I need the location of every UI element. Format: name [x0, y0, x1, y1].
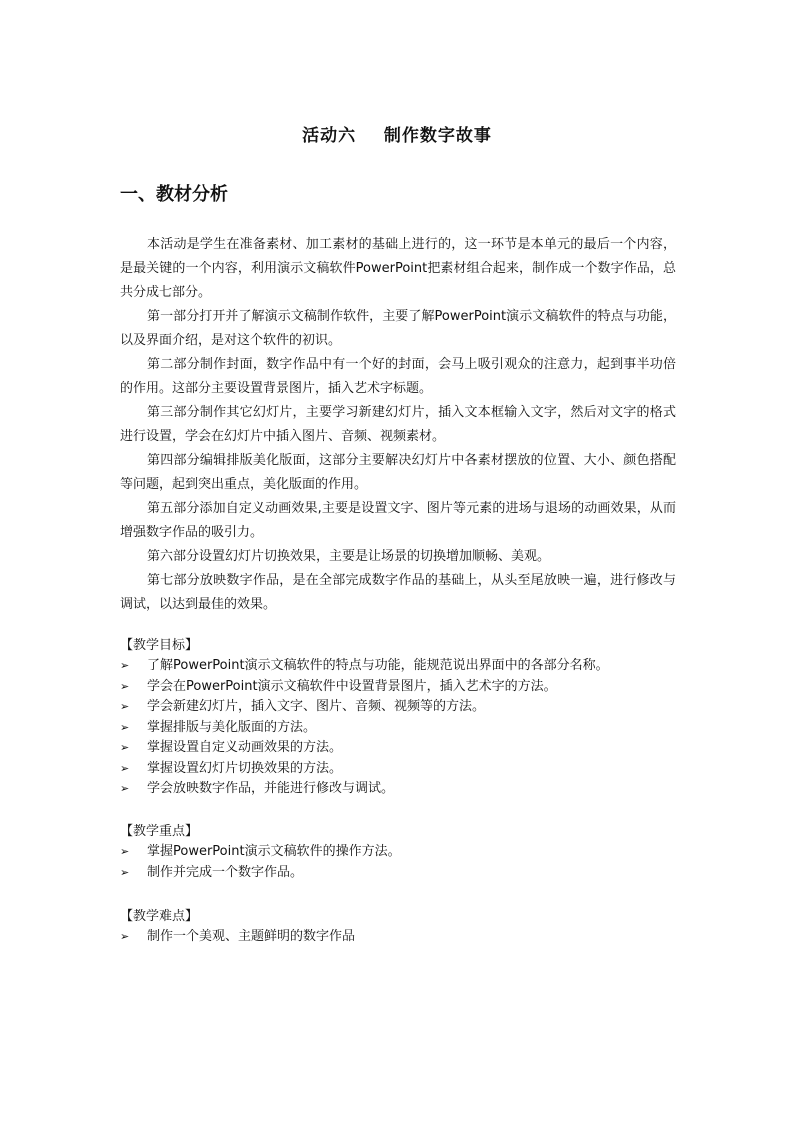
analysis-body	[120, 233, 676, 617]
list-item-text: 掌握PowerPoint演示文稿软件的操作方法。	[147, 844, 401, 859]
list-item	[120, 738, 690, 759]
goals-list	[120, 656, 690, 800]
paragraph: 第五部分添加自定义动画效果,主要是设置文字、图片等元素的进场与退场的动画效果，从而增强数字作品的吸引力。	[120, 501, 676, 540]
teaching-difficulties	[120, 907, 690, 948]
arrow-bullet-icon: ➢	[120, 700, 130, 713]
teaching-key-points	[120, 822, 690, 883]
teaching-goals	[120, 636, 690, 800]
list-item	[120, 677, 690, 698]
list-item	[120, 863, 690, 884]
list-item-text: 掌握排版与美化版面的方法。	[147, 719, 317, 735]
arrow-bullet-icon: ➢	[120, 720, 130, 734]
list-item-text: 学会在PowerPoint演示文稿软件中设置背景图片，插入艺术字的方法。	[147, 678, 557, 694]
difficulties-list	[120, 927, 690, 948]
list-item	[120, 779, 690, 800]
arrow-bullet-icon: ➢	[120, 865, 130, 879]
list-item	[120, 842, 690, 863]
paragraph: 第七部分放映数字作品，是在全部完成数字作品的基础上，从头至尾放映一遍，进行修改与调试，以达到最佳的效果。	[120, 573, 676, 612]
arrow-bullet-icon: ➢	[120, 930, 130, 943]
difficulties-heading: 【教学难点】	[120, 909, 199, 924]
list-item-text: 了解PowerPoint演示文稿软件的特点与功能，能规范说出界面中的各部分名称。	[147, 658, 609, 673]
arrow-bullet-icon: ➢	[120, 761, 130, 775]
arrow-bullet-icon: ➢	[120, 659, 130, 672]
list-item-text: 掌握设置幻灯片切换效果的方法。	[147, 760, 343, 776]
paragraph: 本活动是学生在准备素材、加工素材的基础上进行的，这一环节是本单元的最后一个内容，是最关键的一个内容，利用演示文稿软件PowerPoint把素材组合起来，制作成一个数字作品，总共分成七部分。	[120, 237, 676, 300]
goals-heading: 【教学目标】	[120, 638, 199, 653]
arrow-bullet-icon: ➢	[120, 741, 130, 754]
arrow-bullet-icon: ➢	[120, 845, 130, 858]
key-points-heading: 【教学重点】	[120, 824, 199, 839]
list-item	[120, 927, 690, 948]
list-item	[120, 697, 690, 718]
list-item-text: 掌握设置自定义动画效果的方法。	[147, 740, 343, 755]
paragraph: 第一部分打开并了解演示文稿制作软件，主要了解PowerPoint演示文稿软件的特点与功能，以及界面介绍，是对这个软件的初识。	[120, 309, 676, 348]
list-item	[120, 656, 690, 677]
list-item-text: 学会放映数字作品，并能进行修改与调试。	[147, 781, 395, 796]
list-item	[120, 718, 690, 739]
paragraph: 第二部分制作封面，数字作品中有一个好的封面，会马上吸引观众的注意力，起到事半功倍的作用。这部分主要设置背景图片，插入艺术字标题。	[120, 357, 676, 396]
section-heading: 一、教材分析	[120, 184, 228, 205]
paragraph: 第四部分编辑排版美化版面，这部分主要解决幻灯片中各素材摆放的位置、大小、颜色搭配等问题，起到突出重点，美化版面的作用。	[120, 453, 676, 492]
key-points-list	[120, 842, 690, 883]
paragraph: 第三部分制作其它幻灯片，主要学习新建幻灯片，插入文本框输入文字，然后对文字的格式进行设置，学会在幻灯片中插入图片、音频、视频素材。	[120, 405, 676, 444]
list-item	[120, 759, 690, 780]
list-item-text: 制作并完成一个数字作品。	[147, 864, 304, 880]
list-item-text: 学会新建幻灯片，插入文字、图片、音频、视频等的方法。	[147, 699, 486, 714]
paragraph: 第六部分设置幻灯片切换效果，主要是让场景的切换增加顺畅、美观。	[147, 549, 551, 564]
document-title: 活动六 制作数字故事	[302, 126, 492, 146]
arrow-bullet-icon: ➢	[120, 782, 130, 795]
list-item-text: 制作一个美观、主题鲜明的数字作品	[147, 929, 356, 944]
arrow-bullet-icon: ➢	[120, 679, 130, 693]
